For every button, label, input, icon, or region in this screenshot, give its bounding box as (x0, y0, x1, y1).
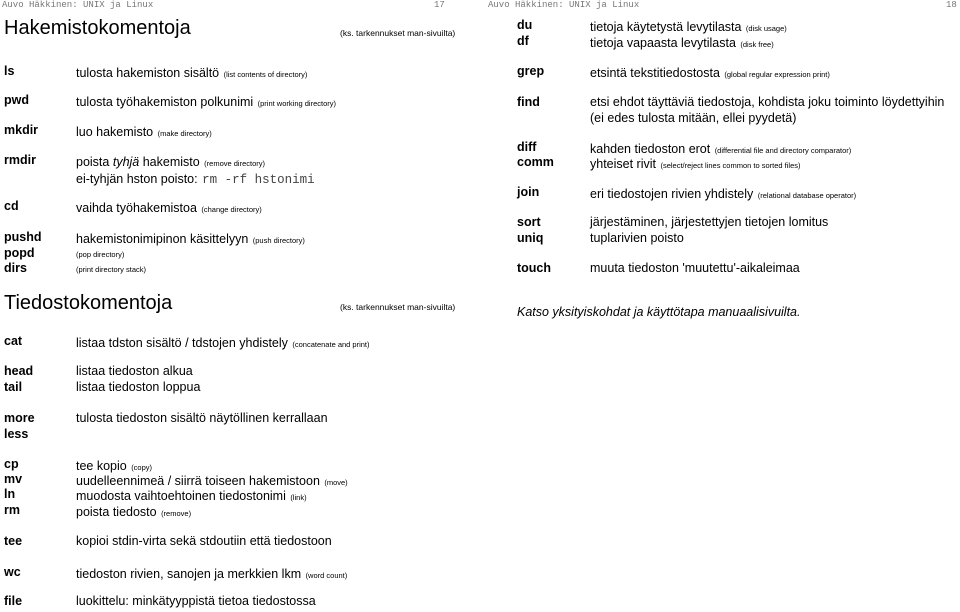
command-description: listaa tiedoston loppua (76, 380, 201, 394)
command-description: järjestäminen, järjestettyjen tietojen lomitus (590, 215, 829, 229)
command-name: df (517, 34, 529, 48)
right-page-header: Auvo Häkkinen: UNIX ja Linux (488, 0, 640, 10)
command-description: listaa tiedoston alkua (76, 364, 193, 378)
command-name: mkdir (4, 123, 39, 137)
command-name: pushd (4, 230, 42, 244)
command-name: pwd (4, 93, 29, 107)
right-page-number: 18 (946, 0, 957, 10)
command-name: less (4, 427, 29, 441)
command-description: luokittelu: minkätyyppistä tietoa tiedostossa (76, 594, 316, 608)
command-name: dirs (4, 261, 27, 275)
command-description-line2: ei-tyhjän hston poisto: rm -rf hstonimi (76, 172, 315, 187)
command-description: tulosta työhakemiston polkunimi (print working directory) (76, 95, 336, 109)
command-description: tulosta hakemiston sisältö (list contents of directory) (76, 66, 308, 80)
command-name: touch (517, 261, 552, 275)
command-name: wc (4, 565, 21, 579)
left-page-number: 17 (434, 0, 445, 10)
command-name: file (4, 594, 23, 608)
command-name: more (4, 411, 35, 425)
command-name: find (517, 95, 540, 109)
command-description-line2: (ei edes tulosta mitään, ellei pyydetä) (590, 111, 797, 125)
command-name: head (4, 364, 34, 378)
command-name: uniq (517, 231, 544, 245)
command-name: comm (517, 155, 554, 169)
command-name: rm (4, 503, 20, 517)
section-title-file: Tiedostokomentoja (4, 292, 173, 314)
command-description: hakemistonimipinon käsittelyyn (push directory) (76, 232, 305, 246)
command-description: tulosta tiedoston sisältö näytöllinen kerrallaan (76, 411, 328, 425)
command-description: yhteiset rivit (select/reject lines common to sorted files) (590, 157, 801, 171)
command-name: tail (4, 380, 23, 394)
command-name: cat (4, 334, 23, 348)
command-name: popd (4, 246, 35, 260)
command-name: join (517, 185, 540, 199)
command-description: tietoja vapaasta levytilasta (disk free) (590, 36, 774, 50)
section-ref-directory: (ks. tarkennukset man-sivuilta) (340, 28, 456, 38)
code-snippet: rm -rf hstonimi (202, 173, 315, 187)
command-name: mv (4, 472, 23, 486)
command-description: uudelleennimeä / siirrä toiseen hakemistoon (move) (76, 474, 348, 488)
command-description: kahden tiedoston erot (differential file and directory comparator) (590, 142, 852, 156)
command-description: eri tiedostojen rivien yhdistely (relational database operator) (590, 187, 857, 201)
command-name: tee (4, 534, 23, 548)
command-description: muodosta vaihtoehtoinen tiedostonimi (link) (76, 489, 307, 503)
command-description: listaa tdston sisältö / tdstojen yhdistely (concatenate and print) (76, 336, 370, 350)
command-description: muuta tiedoston 'muutettu'-aikaleimaa (590, 261, 800, 275)
left-page-header: Auvo Häkkinen: UNIX ja Linux (2, 0, 154, 10)
command-description: tiedoston rivien, sanojen ja merkkien lkm (word count) (76, 567, 348, 581)
command-description: etsintä tekstitiedostosta (global regular expression print) (590, 66, 830, 80)
command-description: tuplarivien poisto (590, 231, 684, 245)
command-description: poista tyhjä hakemisto (remove directory) (76, 155, 266, 169)
command-description: kopioi stdin-virta sekä stdoutiin että tiedostoon (76, 534, 332, 548)
command-description: etsi ehdot täyttäviä tiedostoja, kohdista joku toiminto löydettyihin (590, 95, 945, 109)
command-name: grep (517, 64, 545, 78)
command-name: du (517, 18, 533, 32)
command-description: poista tiedosto (remove) (76, 505, 192, 519)
command-name: ls (4, 64, 15, 78)
command-name: ln (4, 487, 16, 501)
command-description: tietoja käytetystä levytilasta (disk usage) (590, 20, 787, 34)
command-name: cp (4, 457, 19, 471)
command-name: cd (4, 199, 19, 213)
manual-reference-note: Katso yksityiskohdat ja käyttötapa manuaalisivuilta. (517, 305, 801, 319)
command-name: rmdir (4, 153, 36, 167)
command-name: sort (517, 215, 541, 229)
command-note: (print directory stack) (76, 265, 147, 274)
command-description: luo hakemisto (make directory) (76, 125, 212, 139)
command-name: diff (517, 140, 537, 154)
section-ref-file: (ks. tarkennukset man-sivuilta) (340, 302, 456, 312)
command-description: tee kopio (copy) (76, 459, 153, 473)
command-description: vaihda työhakemistoa (change directory) (76, 201, 262, 215)
section-title-directory: Hakemistokomentoja (4, 17, 191, 39)
command-note: (pop directory) (76, 250, 125, 259)
